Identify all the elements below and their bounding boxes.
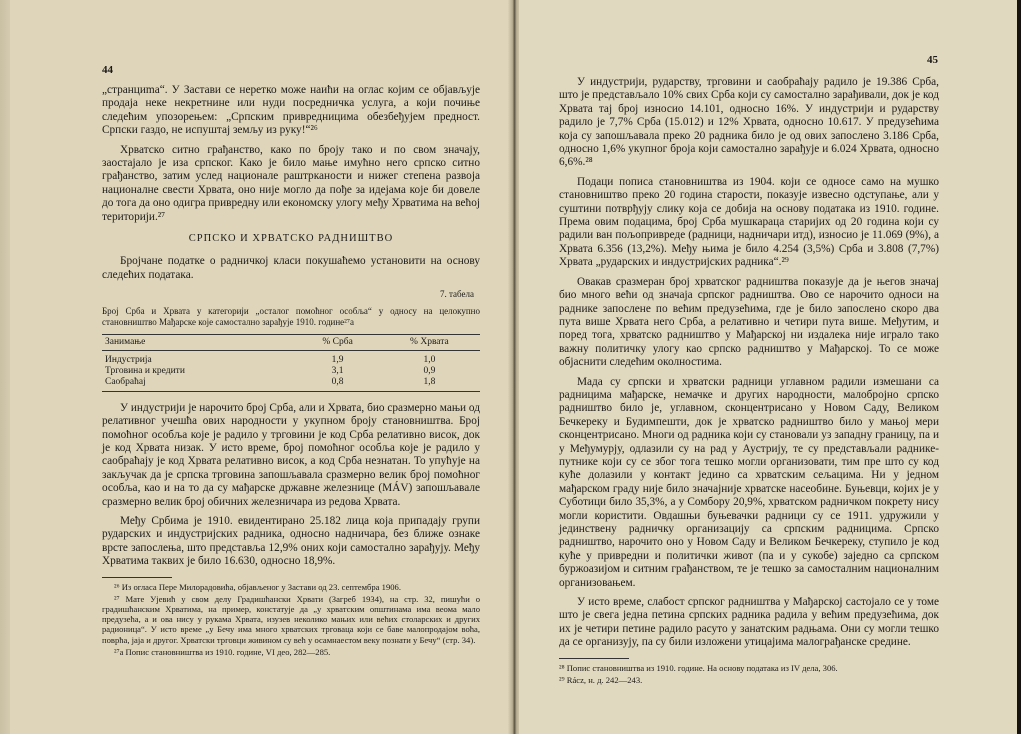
paragraph: У исто време, слабост српског радништва у Мађарској састојало се у томе што је свега једна петина српских радника радила у већим предузећима, док их је четири петине радило расуто у занатским радњама. Они су могли тешко да се организују, па су били изложени утицајима малограђанске средине. <box>559 596 939 649</box>
table-header: % Хрвата <box>379 334 480 350</box>
footnote: ²⁶ Из огласа Пере Милорадовића, објављеног у Застави од 23. септембра 1906. <box>114 581 401 592</box>
table-label: 7. табела <box>440 289 474 300</box>
table-cell: Трговина и кредити <box>105 365 185 376</box>
table-cell: 3,1 <box>331 365 344 376</box>
section-title: СРПСКО И ХРВАТСКО РАДНИШТВО <box>188 233 394 245</box>
footnote: ²⁷ Мате Ујевић у свом делу Градишћански Хрвати (Загреб 1934), на стр. 32, пишући о градишћанским Хрватима, на пример, констатује да „у хрватским општинама има веома мало предузећа, а и ова нису у рукама Хрвата, изузев неколико мањих или већих столарских и других радионица“. У исто време „у Бечу има много хрватских трговаца који се баве малопродајом воћа, поврћа, јаја и другог. Хрватски трговци живином су већ у осамнаестом веку познати у Бечу“ (стр. 34). <box>102 593 480 645</box>
paragraph: Међу Србима је 1910. евидентирано 25.182 лица која припадају групи рударских и индустријских радника, односно надничара, без ближе ознаке врсте запослења, што представља 12,9% оних који самостално зарађују. Међу Хрватима таквих је било 16.630, односно 18,9%. <box>102 514 480 568</box>
right-page <box>519 0 1017 734</box>
paragraph: Овакав сразмеран број хрватског радништва показује да је његов значај био много већи од значаја српског радништва. Ово се нарочито односи на раднике запослене по већим предузећима, где је било запослено скоро два пута више Хрвата него Срба, а релативно и четири пута више. Међутим, и поред тога, хрватско радништво у Мађарској ни издалека није играло тако важну политичку улогу као српско радништво у Мађарској. То се може објаснити следећим околностима. <box>559 275 939 369</box>
footnote: ²⁸ Попис становништва из 1910. године. На основу података из IV дела, 306. <box>559 662 838 673</box>
paragraph: Хрватско ситно грађанство, како по броју тако и по свом значају, заостајало је иза српског. Како је било мање имућно него српско ситно грађанство, затим услед национале раштрканости и нижег степена развоја националне свести Хрвата, оно није могло да пође за идејама које би довеле до тога да оно одигра привредну или економску улогу међу Хрватима на већој територији.²⁷ <box>102 143 480 223</box>
paragraph: „странциma“. У Застави се нерeтко може наићи на оглас којим се објављује продаја неке некретнине или нуди посредничка услуга, а који почиње следећим упозорењем: „Српским привредницима обезбеђујем предност. Српски газдо, не испуштај земљу из руку!“²⁶ <box>102 84 480 137</box>
left-page-text <box>102 84 480 659</box>
footnote: ²⁷а Попис становништва из 1910. године, VI део, 282—285. <box>114 646 331 657</box>
table-caption: Број Срба и Хрвата у категорији „осталог помоћног особља“ у односу на целокупно становништво Мађарске које самостално зарађује 1910. године²⁷а <box>102 305 480 327</box>
table-header: Занимање <box>102 334 296 350</box>
page-number: 45 <box>927 54 938 66</box>
page-number: 44 <box>102 64 113 76</box>
table-cell: 1,0 <box>423 354 436 365</box>
left-page <box>10 0 510 734</box>
table-cell: 1,9 <box>331 354 344 365</box>
data-table <box>102 334 480 392</box>
footnote: ²⁹ Rácz, н. д. 242—243. <box>559 674 643 685</box>
table-row <box>102 366 480 377</box>
table-cell: Саобраћај <box>102 377 296 392</box>
table-row <box>102 350 480 366</box>
paragraph: Бројчане податке о радничкој класи покушаћемо установити на основу следећих података. <box>102 255 480 281</box>
paragraph: Подаци пописа становништва из 1904. који се односе само на мушко становништво преко 20 година старости, показује извесно одступање, али у суштини потврђују слику која се добија на основу података из 1910. године. Према овим подацима, број Срба мушкараца старијих од 20 година који су радили ван пољопривреде (радници, надничари итд), износио је 11.069 (9%), а Хрвата 6.356 (13,2%). Међу њима је било 4.254 (3,5%) Срба и 3.808 (7,7%) Хрвата „рударских и индустријских радника“.²⁹ <box>559 175 939 269</box>
table-cell: Индустрија <box>105 354 152 365</box>
table-cell: 0,8 <box>296 377 378 392</box>
right-page-text <box>559 76 939 687</box>
paragraph: У индустрији, рударству, трговини и саобраћају радило је 19.386 Срба, што је представљало 10% свих Срба који су самостално зарађивали, док је код Хрвата тај број износио 14.101, односно 16%. У индустрији и рударству радило је 7,7% Срба (15.012) и 12% Хрвата, односно 10.617. У предузећима која су запошљавала преко 20 радника било је од ових запослено 3.186 Срба, односно 1,6% укупног броја који самостално зарађује и 6.024 Хрвата, односно 6,6%.²⁸ <box>559 76 939 169</box>
table-header: % Срба <box>296 334 378 350</box>
table-cell: 1,8 <box>379 377 480 392</box>
table-cell: 0,9 <box>423 365 436 376</box>
footnote-divider <box>559 658 629 659</box>
table-row <box>102 377 480 392</box>
paragraph: У индустрији је нарочито број Срба, али и Хрвата, био сразмерно мањи од релативног учешћа ових народности у укупном броју становништва. Број помоћног особља које је радило у трговини је код Срба релативно висок, док је код Хрвата низак. У исто време, број помоћног особља које је радило у саобраћају је код Хрвата релативно висок, а код Срба незнатан. То упућује на закључак да је српска трговина запошљавала сразмерно велик број помоћног особља, као и на то да су мађарске државне железнице (MÁV) запошљавале сразмерно велик број обичних железничара из редова Хрвата. <box>102 401 480 508</box>
paragraph: Мада су српски и хрватски радници углавном радили измешани са радницима мађарске, немачке и других народности, малобројно српско радништво било је, углавном, сконцентрисано у Новом Саду, Великом Бечкереку и Будимпешти, док је хрватско радништво било у мањој мери сконцентрисано. Многи од радника који су становали уз западну границу, па и у Међумурју, одлазили су на рад у Аустрију, те су представљали раднике-путнике који су се због тога тешко могли организовати, тим пре што су код куће долазили у контакт једино са хрватским сељацима. Ни у једном мађарском граду није било значајније хрватске насеобине. Буњевци, којих је у Суботици било 35,3%, а у Сомбору 20,9%, хрватском радничком покрету нису могли користити. Овдашњи буњевачки радници су се 1911. удружили у јединствену радничку организацију са српским радницима. Српско радништво, нарочито оно у Новом Саду и Великом Бечкереку, ступило је код куће у привредни и политички живот (па и у сукобе) заједно са српском буржоазијом и ситним грађанством, те је тешко за самосталним националним организовањем. <box>559 375 939 589</box>
footnote-divider <box>102 577 172 578</box>
